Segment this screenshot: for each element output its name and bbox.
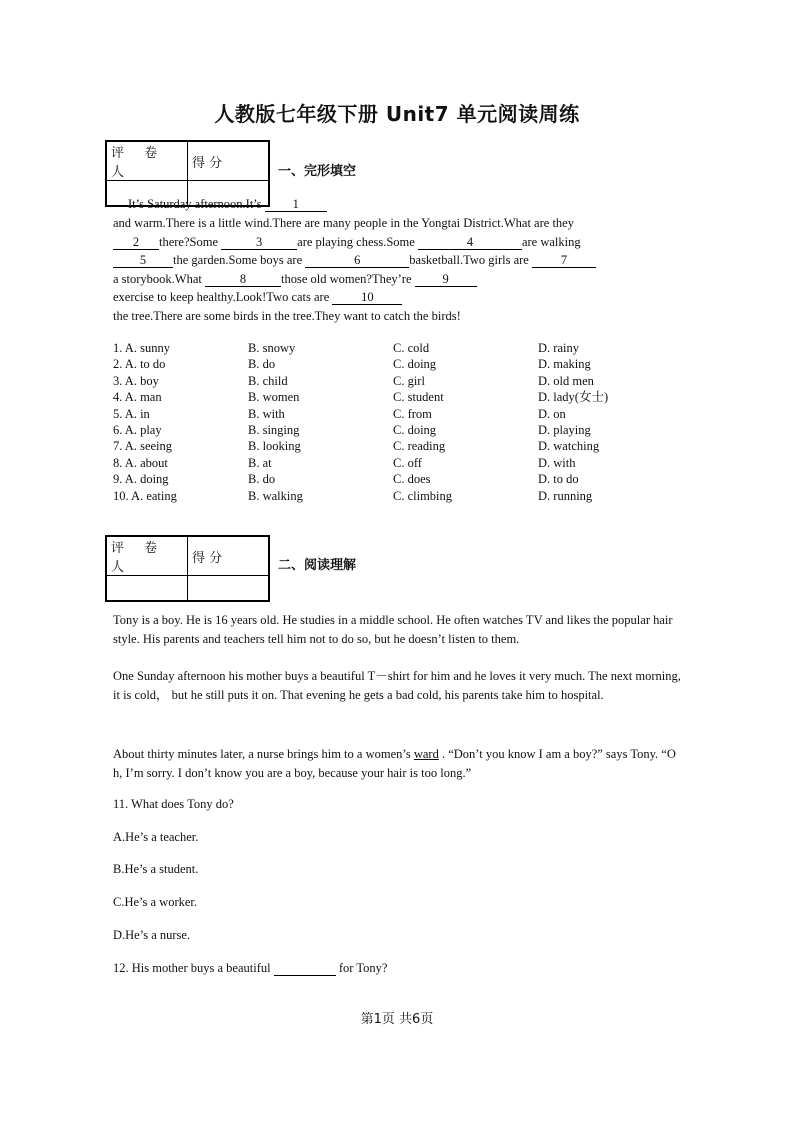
option-b[interactable]: B. women <box>248 390 300 405</box>
cloze-blank-2[interactable]: 2 <box>113 235 159 250</box>
option-a[interactable]: 2. A. to do <box>113 357 166 372</box>
option-b[interactable]: B. child <box>248 373 288 388</box>
option-a[interactable]: 4. A. man <box>113 390 162 405</box>
cloze-line-2: and warm.There is a little wind.There are many people in the Yongtai District.What are they <box>113 216 574 230</box>
option-a[interactable]: 7. A. seeing <box>113 439 173 454</box>
reviewer-cell[interactable] <box>106 576 188 602</box>
score-box-2 <box>105 535 270 602</box>
option-b[interactable]: B. do <box>248 357 276 372</box>
score-label: 得 分 <box>188 536 270 576</box>
option-d[interactable]: D. with <box>538 455 576 470</box>
option-a[interactable]: 6. A. play <box>113 422 162 437</box>
cloze-blank-7[interactable]: 7 <box>532 253 596 268</box>
page-footer: 第1页 共6页 <box>360 1012 434 1027</box>
option-c[interactable]: C. climbing <box>393 488 453 503</box>
option-a[interactable]: 5. A. in <box>113 406 150 421</box>
option-d[interactable]: D. watching <box>538 439 600 454</box>
option-b[interactable]: B. at <box>248 455 272 470</box>
cloze-blank-3[interactable]: 3 <box>221 235 297 250</box>
page-title: 人教版七年级下册 Unit7 单元阅读周练 <box>214 102 580 126</box>
option-a[interactable]: 9. A. doing <box>113 472 169 487</box>
option-c[interactable]: C. cold <box>393 341 430 355</box>
option-c[interactable]: C. student <box>393 390 444 405</box>
cloze-blank-5[interactable]: 5 <box>113 253 173 268</box>
option-b[interactable]: B. walking <box>248 488 303 503</box>
question-11: 11. What does Tony do? <box>113 797 234 811</box>
passage-paragraph-2: One Sunday afternoon his mother buys a beautiful T－shirt for him and he loves it very much. The next morning, it is cold， but he still puts it on. That evening he gets a bad cold, his parents take him to hospital. <box>113 669 681 702</box>
option-b[interactable]: B. snowy <box>248 341 296 355</box>
cloze-blank-9[interactable]: 9 <box>415 272 477 287</box>
section1-heading: 一、完形填空 <box>278 164 357 179</box>
cloze-blank-4[interactable]: 4 <box>418 235 522 250</box>
question-11-option-a[interactable]: A.He’s a teacher. <box>113 830 199 844</box>
cloze-line-6: exercise to keep healthy.Look!Two cats are 10 <box>113 288 402 306</box>
option-c[interactable]: C. girl <box>393 373 425 388</box>
cloze-blank-10[interactable]: 10 <box>332 290 402 305</box>
option-b[interactable]: B. with <box>248 406 285 421</box>
option-d[interactable]: D. to do <box>538 472 579 487</box>
cloze-line-5: a storybook.What 8 those old women?They’re 9 <box>113 270 477 288</box>
score-cell[interactable] <box>188 576 270 602</box>
underlined-word-ward: ward <box>413 747 439 761</box>
reviewer-label: 评 卷 人 <box>106 536 188 576</box>
option-b[interactable]: B. singing <box>248 422 300 437</box>
option-a[interactable]: 10. A. eating <box>113 488 177 503</box>
option-a[interactable]: 3. A. boy <box>113 373 159 388</box>
option-d[interactable]: D. rainy <box>538 341 579 355</box>
option-d[interactable]: D. lady(女士) <box>538 390 609 405</box>
cloze-line-4: 5 the garden.Some boys are 6 basketball.Two girls are 7 <box>113 251 596 269</box>
option-c[interactable]: C. does <box>393 472 431 487</box>
question-11-option-b[interactable]: B.He’s a student. <box>113 862 199 876</box>
cloze-line-7: the tree.There are some birds in the tree.They want to catch the birds! <box>113 309 461 323</box>
cloze-line-3: 2 there?Some 3 are playing chess.Some 4 are walking <box>113 233 581 251</box>
section2-heading: 二、阅读理解 <box>278 558 357 573</box>
option-b[interactable]: B. do <box>248 472 276 487</box>
question-11-option-c[interactable]: C.He’s a worker. <box>113 895 198 909</box>
cloze-blank-1[interactable]: 1 <box>265 197 327 212</box>
option-c[interactable]: C. from <box>393 406 432 421</box>
option-d[interactable]: D. old men <box>538 373 594 388</box>
passage-paragraph-3: About thirty minutes later, a nurse brings him to a women’s ward . “Don’t you know I am a boy?” says Tony. “Oh, I’m sorry. I don’t know you are a boy, because your hair is too long.” <box>113 747 676 780</box>
option-a[interactable]: 8. A. about <box>113 455 168 470</box>
cloze-line-1: It’s Saturday afternoon.It’s 1 <box>128 195 327 213</box>
option-d[interactable]: D. playing <box>538 422 591 437</box>
option-c[interactable]: C. off <box>393 455 422 470</box>
option-d[interactable]: D. on <box>538 406 566 421</box>
option-c[interactable]: C. doing <box>393 422 437 437</box>
option-d[interactable]: D. making <box>538 357 591 372</box>
option-b[interactable]: B. looking <box>248 439 301 454</box>
option-c[interactable]: C. doing <box>393 357 437 372</box>
question-11-option-d[interactable]: D.He’s a nurse. <box>113 928 191 942</box>
cloze-blank-6[interactable]: 6 <box>305 253 409 268</box>
passage-paragraph-1: Tony is a boy. He is 16 years old. He studies in a middle school. He often watches TV and likes the popular hair style. His parents and teachers tell him not to do so, but he doesn’t listen to them. <box>113 613 673 646</box>
option-d[interactable]: D. running <box>538 488 593 503</box>
reviewer-label: 评 卷 人 <box>106 141 188 181</box>
cloze-blank-8[interactable]: 8 <box>205 272 281 287</box>
option-c[interactable]: C. reading <box>393 439 446 454</box>
question-12: 12. His mother buys a beautiful for Tony? <box>113 961 388 975</box>
option-a[interactable]: 1. A. sunny <box>113 341 170 355</box>
score-label: 得 分 <box>188 141 270 181</box>
question-12-blank[interactable] <box>274 961 336 976</box>
